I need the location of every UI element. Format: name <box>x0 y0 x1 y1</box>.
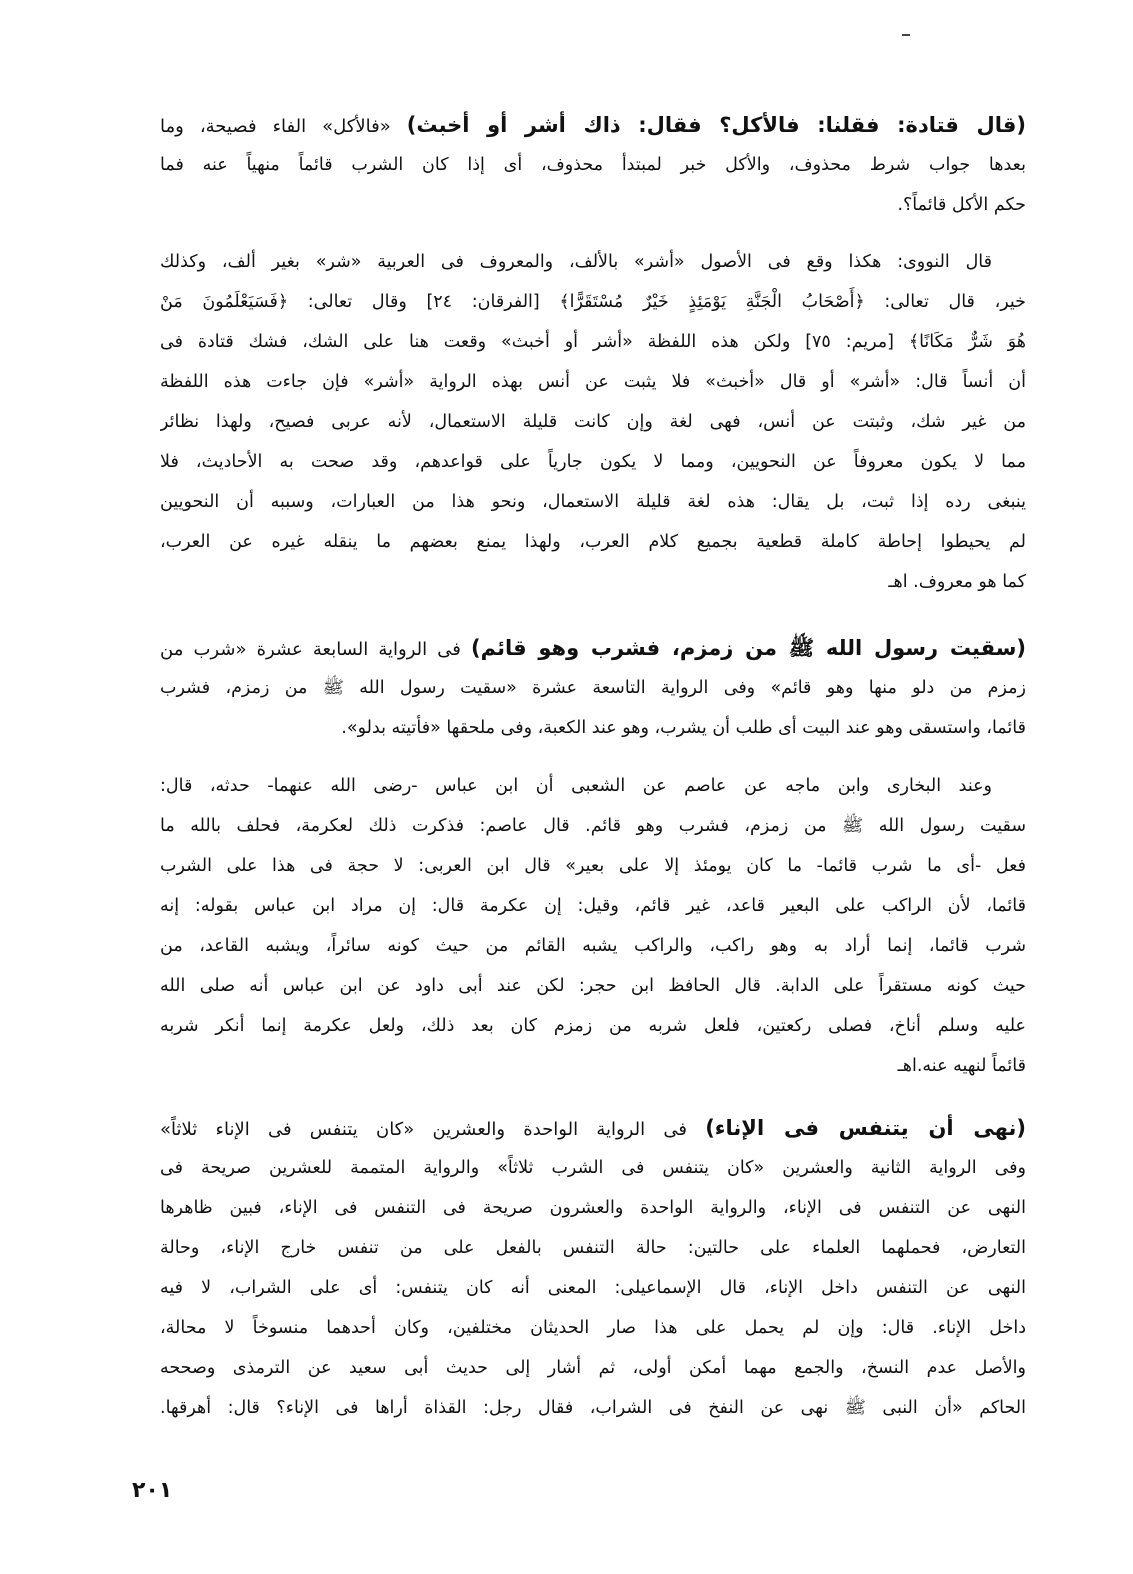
paragraph-line <box>160 105 1026 145</box>
section-heading: (سقيت رسول الله ﷺ من زمزم، فشرب وهو قائم) <box>471 636 1026 660</box>
paragraph-line: حكم الأكل قائماً؟. <box>897 195 1026 215</box>
paragraph-line: حيث كونه مستقراً على الدابة. قال الحافظ ابن حجر: لكن عند أبى داود عن ابن عباس أنه صلى الله <box>160 976 1026 996</box>
line-text: فى الرواية الواحدة والعشرين «كان يتنفس فى الإناء ثلاثاً» <box>160 1119 706 1140</box>
paragraph-line: مما لا يكون معروفاً عن النحويين، ومما لا يكون جارياً على قواعدهم، وقد صحت به الأحاديث، فلا <box>160 452 1026 472</box>
paragraph-line: لم يحيطوا إحاطة كاملة قطعية بجميع كلام العرب، ولهذا يمنع بعضهم ما ينقله غيره عن العرب، <box>160 532 1026 552</box>
paragraph-line: سقيت رسول الله ﷺ من زمزم، فشرب وهو قائم. قال عاصم: فذكرت ذلك لعكرمة، فحلف بالله ما <box>160 816 1026 836</box>
paragraph-line: قائماً لنهيه عنه.اهـ <box>897 1056 1026 1076</box>
scan-mark <box>902 34 910 36</box>
paragraph-line: النهى عن التنفس فى الإناء، والرواية الواحدة والعشرون صريحة فى التنفس فى الإناء، فبين ظاهرها <box>160 1198 1026 1218</box>
paragraph-line: كما هو معروف. اهـ <box>888 572 1026 592</box>
section-heading: (قال قتادة: فقلنا: فالأكل؟ فقال: ذاك أشر أو أخبث) <box>406 113 1026 137</box>
paragraph-bukhari <box>160 766 1026 1086</box>
paragraph-line: قائما، لأن الراكب على البعير قاعد، غير قائم، وقيل: إن عكرمة قال: إن مراد ابن عباس بقوله: إنه <box>160 896 1026 916</box>
paragraph-line: وعند البخارى وابن ماجه عن عاصم عن الشعبى أن ابن عباس -رضى الله عنهما- حدثه، قال: <box>160 776 992 796</box>
section-heading: (نهى أن يتنفس فى الإناء) <box>705 1116 1026 1140</box>
paragraph-line: عليه وسلم أناخ، فصلى ركعتين، فلعل شربه من زمزم كان بعد ذلك، ولعل عكرمة إنما أنكر شربه <box>160 1016 1026 1036</box>
paragraph-line: التعارض، فحملهما العلماء على حالتين: حالة التنفس بالفعل على من تنفس خارج الإناء، وحالة <box>160 1238 1026 1258</box>
paragraph-line: من غير شك، وثبتت عن أنس، فهى لغة وإن كانت قليلة الاستعمال، لأنه عربى فصيح، ولهذا نظائر <box>160 412 1026 432</box>
line-text: فى الرواية السابعة عشرة «شرب من <box>160 639 472 660</box>
line-text: «فالأكل» الفاء فصيحة، وما <box>160 116 407 137</box>
paragraph-line: ينبغى رده إذا ثبت، بل يقال: هذه لغة قليلة الاستعمال، ونحو هذا من العبارات، وسببه أن النحويين <box>160 492 1026 512</box>
paragraph-line: شرب قائما، إنما أراد به وهو راكب، والراكب يشبه القائم من حيث كونه سائراً، ويشبه القاعد، من <box>160 936 1026 956</box>
paragraph-line: خير، قال تعالى: ﴿أَصْحَابُ الْجَنَّةِ يَوْمَئِذٍ خَيْرٌ مُسْتَقَرًّا﴾ [الفرقان: ٢٤] وقال تعالى: ﴿فَسَيَعْلَمُونَ مَنْ <box>160 292 1026 312</box>
paragraph-line: قال النووى: هكذا وقع فى الأصول «أشر» بالألف، والمعروف فى العربية «شر» بغير ألف، وكذلك <box>160 252 992 272</box>
page-number: ٢٠١ <box>132 1478 173 1503</box>
paragraph-zamzam <box>160 628 1026 748</box>
paragraph-line: النهى عن التنفس داخل الإناء، قال الإسماعيلى: المعنى أنه كان يتنفس: أى على الشراب، لا فيه <box>160 1278 1026 1298</box>
paragraph-line: وفى الرواية الثانية والعشرين «كان يتنفس فى الشرب ثلاثاً» والرواية المتممة للعشرين صريحة فى <box>160 1158 1026 1178</box>
paragraph-line: بعدها جواب شرط محذوف، والأكل خبر لمبتدأ محذوف، أى إذا كان الشرب قائماً منهياً عنه فما <box>160 155 1026 175</box>
paragraph-line: أن أنساً قال: «أشر» أو قال «أخبث» فلا يثبت عن أنس بهذه الرواية «أشر» فإن جاءت هذه اللفظة <box>160 372 1026 392</box>
paragraph-line: الحاكم «أن النبى ﷺ نهى عن النفخ فى الشراب، فقال رجل: القذاة أراها فى الإناء؟ قال: أهرقها. <box>160 1398 1026 1418</box>
paragraph-line <box>160 628 1026 668</box>
paragraph-line <box>160 1108 1026 1148</box>
paragraph-qatada <box>160 105 1026 225</box>
paragraph-line: زمزم من دلو منها وهو قائم» وفى الرواية التاسعة عشرة «سقيت رسول الله ﷺ من زمزم، فشرب <box>160 678 1026 698</box>
paragraph-breathing <box>160 1108 1026 1428</box>
paragraph-line: والأصل عدم النسخ، والجمع مهما أمكن أولى، ثم أشار إلى حديث أبى سعيد عن الترمذى وصححه <box>160 1358 1026 1378</box>
paragraph-line: فعل -أى ما شرب قائما- ما كان يومئذ إلا على بعير» قال ابن العربى: لا حجة فى هذا على الشرب <box>160 856 1026 876</box>
paragraph-line: هُوَ شَرٌّ مَكَانًا﴾ [مريم: ٧٥] ولكن هذه اللفظة «أشر أو أخبث» وقعت هنا على الشك، فشك قتادة فى <box>160 332 1026 352</box>
paragraph-nawawi <box>160 242 1026 602</box>
paragraph-line: قائما، واستسقى وهو عند البيت أى طلب أن يشرب، وهو عند الكعبة، وفى ملحقها «فأتيته بدلو». <box>341 718 1026 738</box>
paragraph-line: داخل الإناء. قال: وإن لم يحمل على هذا صار الحديثان مختلفين، وكان أحدهما منسوخاً لا محالة، <box>160 1318 1026 1338</box>
